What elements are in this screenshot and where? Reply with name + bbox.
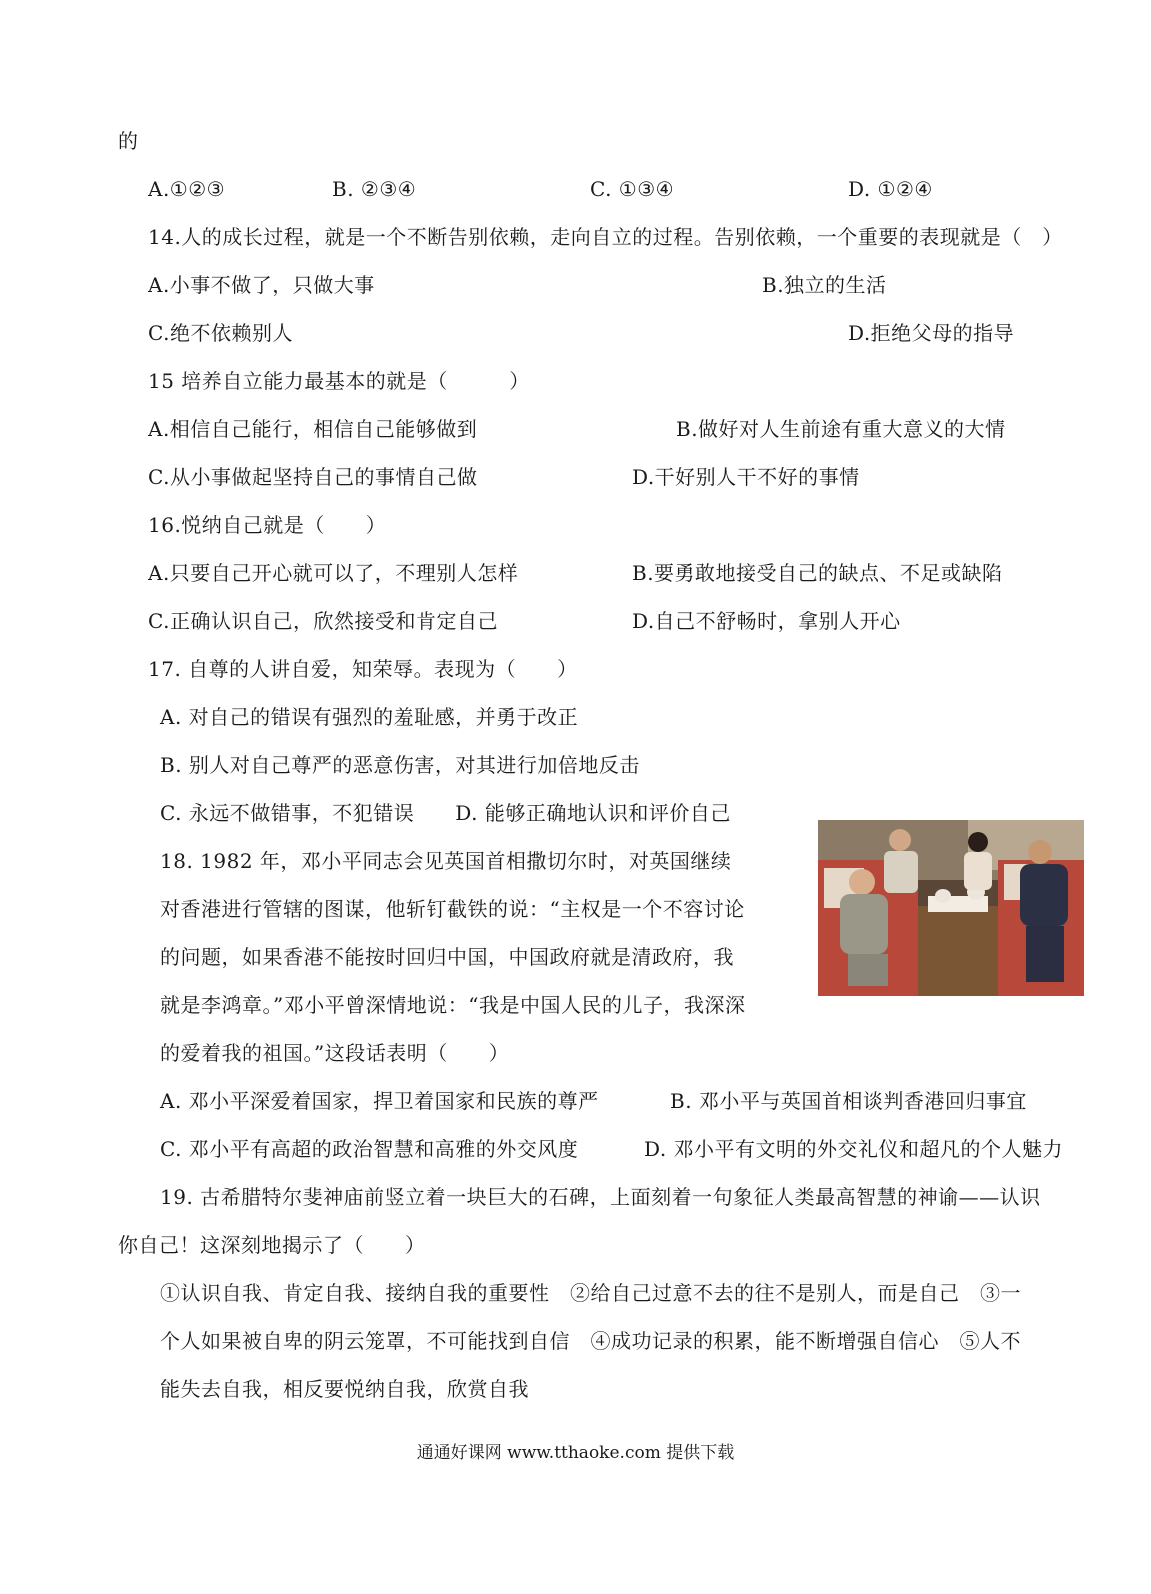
q19-statements-line-2: 个人如果被自卑的阴云笼罩，不可能找到自信 ④成功记录的积累，能不断增强自信心 ⑤人不 [160, 1329, 1021, 1353]
q14-option-c: C.绝不依赖别人 [148, 321, 293, 345]
q18-option-c: C. 邓小平有高超的政治智慧和高雅的外交风度 [160, 1137, 579, 1161]
q18-question-line-3: 的问题，如果香港不能按时回归中国，中国政府就是清政府，我 [160, 945, 734, 969]
q14-option-b: B.独立的生活 [762, 273, 887, 297]
page-footer: 通通好课网 www.tthaoke.com 提供下载 [416, 1443, 735, 1463]
q18-question-line-1: 18. 1982 年，邓小平同志会见英国首相撒切尔时，对英国继续 [160, 849, 732, 873]
q19-statements-line-1: ①认识自我、肯定自我、接纳自我的重要性 ②给自己过意不去的往不是别人，而是自己 ③一 [160, 1281, 1021, 1305]
q18-option-b: B. 邓小平与英国首相谈判香港回归事宜 [670, 1089, 1027, 1113]
q19-question-line-2: 你自己！这深刻地揭示了（ ） [118, 1233, 426, 1257]
q18-option-d: D. 邓小平有文明的外交礼仪和超凡的个人魅力 [644, 1137, 1064, 1161]
q18-question-line-5: 的爱着我的祖国。”这段话表明（ ） [160, 1041, 510, 1065]
q15-question: 15 培养自立能力最基本的就是（ ） [148, 369, 530, 393]
q16-option-a: A.只要自己开心就可以了，不理别人怎样 [148, 561, 519, 585]
q15-option-a: A.相信自己能行，相信自己能够做到 [148, 417, 478, 441]
q13-option-d: D. ①②④ [848, 177, 933, 201]
line-de: 的 [118, 129, 139, 153]
q17-option-cd: C. 永远不做错事，不犯错误 D. 能够正确地认识和评价自己 [160, 801, 731, 825]
q15-option-c: C.从小事做起坚持自己的事情自己做 [148, 465, 478, 489]
q16-option-b: B.要勇敢地接受自己的缺点、不足或缺陷 [632, 561, 1003, 585]
q16-option-d: D.自己不舒畅时，拿别人开心 [632, 609, 901, 633]
q16-option-c: C.正确认识自己，欣然接受和肯定自己 [148, 609, 498, 633]
q17-question: 17. 自尊的人讲自爱，知荣辱。表现为（ ） [148, 657, 578, 681]
q14-question: 14.人的成长过程，就是一个不断告别依赖，走向自立的过程。告别依赖，一个重要的表现就是（ ） [148, 225, 1063, 249]
q17-option-b: B. 别人对自己尊严的恶意伤害，对其进行加倍地反击 [160, 753, 640, 777]
q13-option-a: A.①②③ [148, 177, 226, 201]
q16-question: 16.悦纳自己就是（ ） [148, 513, 387, 537]
q15-option-d: D.干好别人干不好的事情 [632, 465, 860, 489]
q18-question-line-2: 对香港进行管辖的图谋，他斩钉截铁的说：“主权是一个不容讨论 [160, 897, 745, 921]
q17-option-a: A. 对自己的错误有强烈的羞耻感，并勇于改正 [160, 705, 579, 729]
q15-option-b: B.做好对人生前途有重大意义的大情 [676, 417, 1006, 441]
q14-option-d: D.拒绝父母的指导 [848, 321, 1015, 345]
q13-option-c: C. ①③④ [590, 177, 675, 201]
q13-option-b: B. ②③④ [332, 177, 417, 201]
q18-question-line-4: 就是李鸿章。”邓小平曾深情地说：“我是中国人民的儿子，我深深 [160, 993, 746, 1017]
q19-statements-line-3: 能失去自我，相反要悦纳自我，欣赏自我 [160, 1377, 529, 1401]
q18-option-a: A. 邓小平深爱着国家，捍卫着国家和民族的尊严 [160, 1089, 599, 1113]
meeting-photo [818, 820, 1084, 996]
q19-question-line-1: 19. 古希腊特尔斐神庙前竖立着一块巨大的石碑，上面刻着一句象征人类最高智慧的神谕——认识 [160, 1185, 1041, 1209]
q14-option-a: A.小事不做了，只做大事 [148, 273, 375, 297]
